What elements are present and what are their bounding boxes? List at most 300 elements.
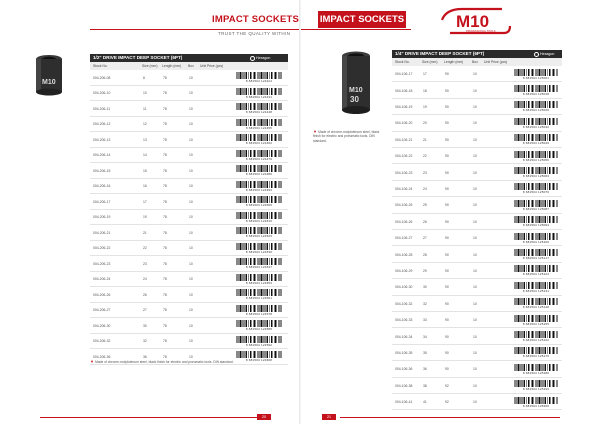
cell-stock: 004-106-24 (395, 186, 413, 191)
col-length: Length (mm) (444, 60, 464, 64)
cell-stock: 004-106-25 (395, 203, 413, 208)
cell-length: 90 (445, 219, 449, 224)
barcode (514, 101, 558, 112)
barcode (514, 380, 558, 391)
cell-size: 17 (143, 199, 147, 204)
cell-box: 10 (189, 292, 193, 297)
col-price: Unit Price (pcs) (484, 60, 508, 64)
socket-size-right: 30 (350, 95, 359, 104)
cell-stock: 004-106-27 (395, 236, 413, 241)
cell-stock: 004-206-16 (93, 184, 111, 189)
barcode (514, 331, 558, 342)
barcode-number: 8 681504 125100 (522, 239, 550, 244)
barcode (514, 298, 558, 309)
logo-text: M10 (456, 12, 490, 31)
cell-stock: 004-206-27 (93, 308, 111, 313)
header-rule-left (90, 29, 299, 30)
barcode-number: 8 681504 124523 (245, 234, 273, 239)
m10-logo (440, 6, 512, 36)
left-page-title: IMPACT SOCKETS (212, 14, 300, 25)
cell-stock: 004-106-17 (395, 72, 413, 77)
cell-box: 10 (189, 75, 193, 80)
cell-stock: 004-206-30 (93, 323, 111, 328)
barcode (514, 118, 558, 129)
footer-rule-right (340, 417, 560, 418)
barcode (236, 336, 282, 347)
barcode-number: 8 681504 125124 (522, 272, 550, 277)
cell-length: 90 (445, 203, 449, 208)
cell-size: 19 (143, 215, 147, 220)
barcode-number: 8 681504 124585 (245, 327, 273, 332)
barcode-number: 8 681504 125001 (522, 75, 550, 80)
left-table-title-text: 1/2" DRIVE IMPACT DEEP SOCKET (6PT) (93, 55, 183, 60)
cell-size: 20 (423, 121, 427, 126)
socket-illustration-right (340, 50, 372, 116)
cell-box: 10 (473, 383, 477, 388)
barcode-bars (514, 134, 558, 141)
cell-length: 78 (163, 106, 167, 111)
barcode (236, 196, 282, 207)
right-hex-text: Hexagon (540, 52, 555, 56)
cell-stock: 004-106-23 (395, 170, 413, 175)
cell-box: 10 (189, 153, 193, 158)
table-row (90, 225, 288, 241)
cell-length: 78 (163, 184, 167, 189)
barcode-bars (236, 305, 282, 312)
barcode-bars (514, 118, 558, 125)
cell-stock: 004-206-15 (93, 168, 111, 173)
cell-size: 30 (423, 285, 427, 290)
barcode-bars (514, 380, 558, 387)
cell-length: 78 (163, 215, 167, 220)
cell-size: 22 (143, 246, 147, 251)
barcode (514, 282, 558, 293)
hexagon-icon (534, 52, 539, 57)
cell-stock: 004-206-11 (93, 106, 111, 111)
cell-length: 90 (445, 236, 449, 241)
barcode-number: 8 681504 125070 (522, 190, 550, 195)
cell-box: 10 (473, 170, 477, 175)
barcode-bars (236, 196, 282, 203)
cell-length: 78 (163, 292, 167, 297)
cell-size: 32 (423, 301, 427, 306)
cell-stock: 004-206-22 (93, 246, 111, 251)
socket-brand-right: M10 (349, 87, 363, 94)
cell-stock: 004-106-35 (395, 350, 413, 355)
cell-box: 10 (473, 154, 477, 159)
barcode-bars (236, 227, 282, 234)
table-row (90, 334, 288, 350)
table-row (392, 164, 562, 180)
cell-length: 78 (163, 323, 167, 328)
barcode-bars (236, 336, 282, 343)
barcode (236, 243, 282, 254)
barcode-bars (514, 331, 558, 338)
col-length: Length (mm) (162, 64, 182, 68)
cell-size: 22 (423, 154, 427, 159)
cell-size: 13 (143, 137, 147, 142)
cell-size: 18 (423, 88, 427, 93)
barcode-bars (236, 320, 282, 327)
left-column-headers (90, 62, 288, 70)
cell-size: 26 (143, 292, 147, 297)
table-row (392, 345, 562, 361)
cell-stock: 004-206-26 (93, 292, 111, 297)
cell-stock: 004-206-32 (93, 339, 111, 344)
barcode-bars (514, 151, 558, 158)
table-row (392, 312, 562, 328)
barcode-bars (514, 233, 558, 240)
barcode (236, 181, 282, 192)
footer-rule-left (40, 417, 260, 418)
cell-size: 23 (143, 261, 147, 266)
barcode-bars (236, 134, 282, 141)
cell-box: 10 (473, 268, 477, 273)
barcode-bars (514, 200, 558, 207)
cell-box: 10 (189, 246, 193, 251)
barcode-bars (514, 101, 558, 108)
cell-length: 78 (163, 137, 167, 142)
cell-length: 92 (445, 400, 449, 405)
left-hex-text: Hexagon (256, 56, 271, 60)
cell-box: 10 (189, 215, 193, 220)
cell-size: 15 (143, 168, 147, 173)
barcode (236, 88, 282, 99)
barcode-number: 8 681504 125155 (522, 321, 550, 326)
table-row (90, 132, 288, 148)
barcode (514, 151, 558, 162)
cell-size: 38 (423, 383, 427, 388)
cell-size: 10 (143, 91, 147, 96)
barcode-number: 8 681504 125063 (522, 174, 550, 179)
cell-size: 8 (143, 75, 145, 80)
left-note-text: Made of chrome-molybdenum steel, black finish for electric and pneumatic tools. DIN standard. (95, 360, 234, 364)
barcode-bars (236, 289, 282, 296)
header-rule-right (301, 29, 411, 30)
cell-size: 32 (143, 339, 147, 344)
table-row (392, 279, 562, 295)
cell-size: 28 (423, 252, 427, 257)
table-row (392, 181, 562, 197)
cell-length: 78 (163, 91, 167, 96)
table-row (392, 263, 562, 279)
barcode-number: 8 681504 125131 (522, 288, 550, 293)
table-row (392, 197, 562, 213)
cell-size: 14 (143, 153, 147, 158)
cell-box: 10 (189, 91, 193, 96)
cell-stock: 004-106-19 (395, 104, 413, 109)
barcode-bars (236, 212, 282, 219)
cell-stock: 004-106-34 (395, 334, 413, 339)
right-table-title-text: 1/4" DRIVE IMPACT DEEP SOCKET (6PT) (395, 51, 485, 56)
barcode-number: 8 681504 125094 (522, 223, 550, 228)
table-row (90, 256, 288, 272)
barcode-bars (514, 85, 558, 92)
barcode-bars (514, 282, 558, 289)
barcode (514, 167, 558, 178)
barcode (236, 212, 282, 223)
cell-box: 10 (189, 277, 193, 282)
barcode-bars (236, 351, 282, 358)
cell-stock: 004-206-17 (93, 199, 111, 204)
cell-length: 78 (163, 75, 167, 80)
col-price: Unit Price (pcs) (200, 64, 224, 68)
barcode-number: 8 681504 125056 (522, 157, 550, 162)
table-row (392, 394, 562, 410)
col-stock: Stock No. (93, 64, 108, 68)
cell-box: 10 (189, 323, 193, 328)
cell-length: 78 (163, 308, 167, 313)
barcode-number: 8 681504 124547 (245, 265, 273, 270)
table-row (392, 230, 562, 246)
cell-size: 33 (423, 318, 427, 323)
table-row (392, 361, 562, 377)
cell-length: 78 (163, 168, 167, 173)
barcode (514, 347, 558, 358)
cell-stock: 004-106-30 (395, 285, 413, 290)
cell-stock: 004-206-12 (93, 122, 111, 127)
barcode (514, 233, 558, 244)
cell-length: 92 (445, 383, 449, 388)
cell-stock: 004-106-26 (395, 219, 413, 224)
barcode-bars (514, 216, 558, 223)
socket-illustration-left (34, 54, 64, 96)
cell-box: 10 (473, 236, 477, 241)
cell-stock: 004-106-18 (395, 88, 413, 93)
table-row (392, 66, 562, 82)
barcode-bars (236, 150, 282, 157)
cell-size: 17 (423, 72, 427, 77)
cell-box: 10 (473, 88, 477, 93)
cell-length: 90 (445, 72, 449, 77)
barcode-bars (514, 347, 558, 354)
table-row (90, 287, 288, 303)
barcode-number: 8 681504 124554 (245, 280, 273, 285)
cell-box: 10 (189, 137, 193, 142)
cell-box: 10 (473, 219, 477, 224)
table-row (90, 318, 288, 334)
barcode (236, 320, 282, 331)
cell-box: 10 (189, 122, 193, 127)
barcode-number: 8 681504 124431 (245, 94, 273, 99)
barcode-bars (514, 167, 558, 174)
cell-box: 10 (189, 354, 193, 359)
cell-box: 10 (189, 261, 193, 266)
barcode-number: 8 681504 124479 (245, 156, 273, 161)
cell-length: 90 (445, 88, 449, 93)
barcode (514, 134, 558, 145)
cell-box: 10 (189, 199, 193, 204)
table-row (90, 303, 288, 319)
table-row (90, 272, 288, 288)
table-row (90, 241, 288, 257)
barcode-number: 8 681504 125049 (522, 141, 550, 146)
table-row (392, 246, 562, 262)
barcode-number: 8 681504 125087 (522, 206, 550, 211)
barcode-bars (514, 69, 558, 76)
barcode-bars (514, 315, 558, 322)
tagline: TRUST THE QUALITY WITHIN (218, 31, 291, 36)
cell-stock: 004-106-32 (395, 301, 413, 306)
barcode-number: 8 681504 125025 (522, 108, 550, 113)
cell-length: 90 (445, 301, 449, 306)
cell-box: 10 (189, 230, 193, 235)
col-box: Box (472, 60, 478, 64)
cell-stock: 004-206-14 (93, 153, 111, 158)
cell-length: 90 (445, 334, 449, 339)
barcode-bars (236, 165, 282, 172)
table-row (392, 132, 562, 148)
col-stock: Stock No. (395, 60, 410, 64)
cell-stock: 004-106-22 (395, 154, 413, 159)
barcode (514, 216, 558, 227)
barcode-bars (236, 72, 282, 79)
barcode-number: 8 681504 124592 (245, 342, 273, 347)
cell-stock: 004-106-41 (395, 400, 413, 405)
barcode (514, 265, 558, 276)
barcode-bars (236, 274, 282, 281)
barcode-number: 8 681504 124578 (245, 311, 273, 316)
table-row (90, 70, 288, 86)
cell-size: 23 (423, 170, 427, 175)
cell-stock: 004-206-10 (93, 91, 111, 96)
cell-box: 10 (473, 186, 477, 191)
barcode-bars (236, 119, 282, 126)
barcode-bars (514, 397, 558, 404)
barcode (514, 249, 558, 260)
barcode-number: 8 681504 125148 (522, 305, 550, 310)
cell-length: 78 (163, 354, 167, 359)
table-row (90, 117, 288, 133)
table-row (392, 115, 562, 131)
barcode-number: 8 681504 125018 (522, 92, 550, 97)
cell-size: 21 (143, 230, 147, 235)
cell-stock: 004-106-29 (395, 268, 413, 273)
cell-stock: 004-106-36 (395, 367, 413, 372)
barcode (514, 200, 558, 211)
cell-length: 90 (445, 268, 449, 273)
cell-stock: 004-206-36 (93, 354, 111, 359)
table-row (392, 148, 562, 164)
col-box: Box (188, 64, 194, 68)
barcode (514, 183, 558, 194)
table-row (392, 378, 562, 394)
cell-box: 10 (473, 252, 477, 257)
cell-length: 78 (163, 277, 167, 282)
cell-box: 10 (189, 168, 193, 173)
hexagon-icon (250, 56, 255, 61)
barcode (236, 150, 282, 161)
cell-length: 90 (445, 285, 449, 290)
barcode-number: 8 681504 125117 (522, 256, 550, 261)
cell-box: 10 (473, 334, 477, 339)
barcode-number: 8 681504 124455 (245, 125, 273, 130)
barcode-number: 8 681504 125162 (522, 338, 550, 343)
barcode-bars (236, 88, 282, 95)
page-number-right: 21 (322, 414, 336, 420)
right-hex-label (534, 51, 554, 57)
right-note-text: Made of chrome-molybdenum steel, black finish for electric and pneumatic tools. DIN standard. (313, 130, 380, 143)
cell-stock: 004-206-13 (93, 137, 111, 142)
cell-length: 90 (445, 137, 449, 142)
barcode-number: 8 681504 124424 (245, 79, 273, 84)
cell-size: 26 (423, 219, 427, 224)
cell-size: 24 (423, 186, 427, 191)
left-table-note (90, 360, 290, 364)
cell-length: 90 (445, 252, 449, 257)
cell-box: 10 (473, 72, 477, 77)
barcode (514, 85, 558, 96)
cell-box: 10 (473, 203, 477, 208)
barcode (514, 315, 558, 326)
col-size: Size (mm) (142, 64, 158, 68)
cell-length: 78 (163, 199, 167, 204)
barcode-bars (514, 265, 558, 272)
barcode (514, 364, 558, 375)
cell-size: 41 (423, 400, 427, 405)
cell-box: 10 (473, 400, 477, 405)
barcode-number: 8 681504 124530 (245, 249, 273, 254)
barcode-number: 8 681504 124448 (245, 110, 273, 115)
barcode-bars (514, 249, 558, 256)
barcode (514, 69, 558, 80)
cell-length: 90 (445, 154, 449, 159)
table-row (90, 101, 288, 117)
table-row (392, 328, 562, 344)
barcode-number: 8 681504 124486 (245, 172, 273, 177)
cell-stock: 004-106-21 (395, 137, 413, 142)
left-hex-label (250, 55, 270, 61)
cell-size: 19 (423, 104, 427, 109)
cell-box: 10 (473, 285, 477, 290)
cell-box: 10 (473, 137, 477, 142)
cell-stock: 004-206-23 (93, 261, 111, 266)
cell-size: 36 (143, 354, 147, 359)
cell-size: 36 (423, 367, 427, 372)
cell-length: 78 (163, 339, 167, 344)
table-row (392, 296, 562, 312)
cell-length: 90 (445, 318, 449, 323)
cell-length: 78 (163, 246, 167, 251)
barcode (514, 397, 558, 408)
page-number-left: 20 (257, 414, 271, 420)
barcode-bars (236, 258, 282, 265)
cell-length: 90 (445, 367, 449, 372)
triangle-bullet-icon: ▼ (313, 129, 319, 134)
cell-box: 10 (189, 184, 193, 189)
cell-size: 34 (423, 334, 427, 339)
cell-size: 27 (143, 308, 147, 313)
cell-length: 90 (445, 170, 449, 175)
barcode-number: 8 681504 124493 (245, 187, 273, 192)
cell-length: 78 (163, 230, 167, 235)
barcode-number: 8 681504 124516 (245, 218, 273, 223)
cell-stock: 004-206-19 (93, 215, 111, 220)
barcode (236, 274, 282, 285)
triangle-bullet-icon: ▼ (90, 359, 96, 364)
cell-size: 24 (143, 277, 147, 282)
barcode (236, 165, 282, 176)
cell-length: 90 (445, 104, 449, 109)
cell-box: 10 (473, 104, 477, 109)
cell-stock: 004-206-08 (93, 75, 111, 80)
cell-length: 78 (163, 261, 167, 266)
socket-label-left: M10 (42, 79, 56, 86)
table-row (392, 99, 562, 115)
right-column-headers (392, 58, 562, 66)
cell-length: 90 (445, 350, 449, 355)
cell-size: 27 (423, 236, 427, 241)
